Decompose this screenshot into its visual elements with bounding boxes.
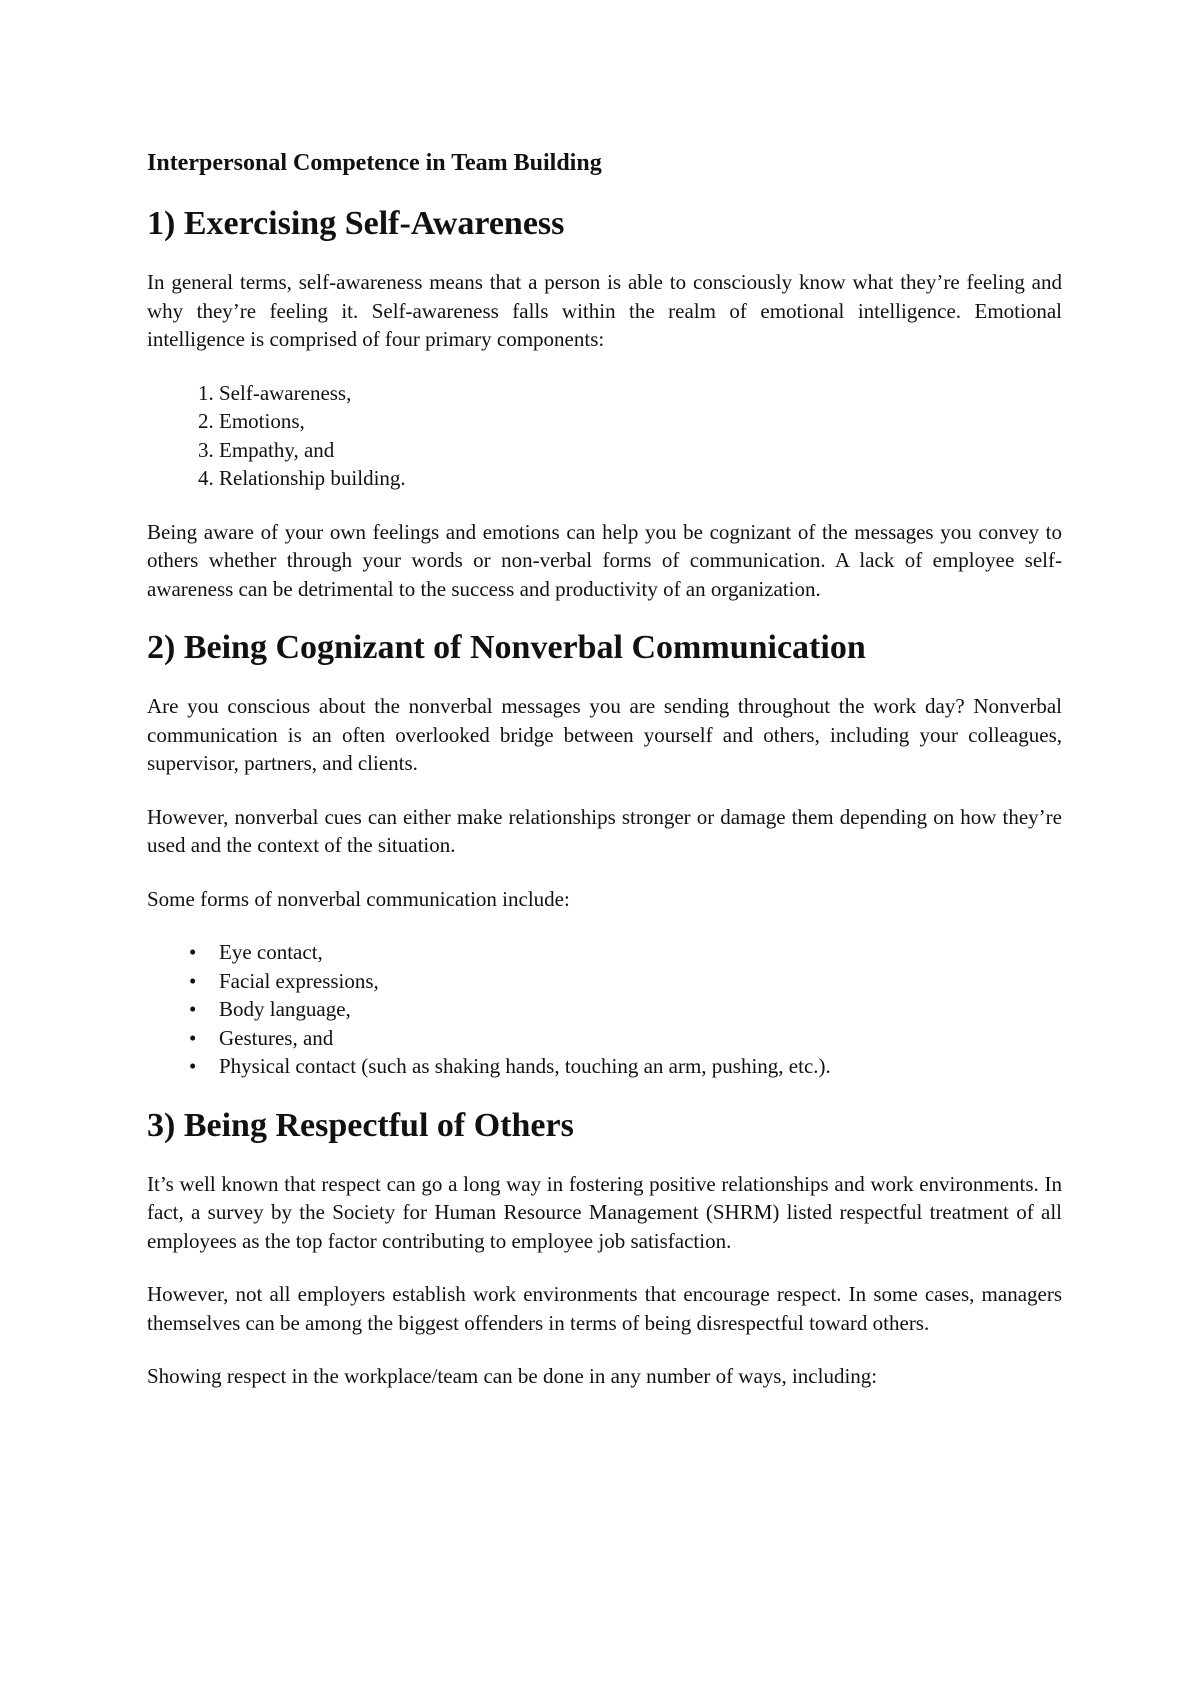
list-item-text: Physical contact (such as shaking hands, touching an arm, pushing, etc.). [219,1054,831,1078]
paragraph-nonverbal-1: Are you conscious about the nonverbal messages you are sending throughout the work day? Nonverbal communication is an often overlooked bridge between yourself and others, including your colleagues, supervisor, partners, and clients. [147,694,1062,775]
document-page [147,148,1062,1416]
list-item-text: Facial expressions, [219,968,379,993]
list-item [189,1024,1062,1053]
paragraph-self-awareness-intro: In general terms, self-awareness means that a person is able to consciously know what they’re feeling and why they’re feeling it. Self-awareness falls within the realm of emotional intelligence. Emotional intelligence is comprised of four primary components: [147,270,1062,351]
paragraph-respect-3: Showing respect in the workplace/team can be done in any number of ways, including: [147,1364,878,1388]
list-item [189,1052,1062,1081]
list-item: 3. Empathy, and [219,436,1062,465]
bullet-list-nonverbal-forms [147,938,1062,1081]
list-item [189,995,1062,1024]
paragraph-respect-2: However, not all employers establish work environments that encourage respect. In some cases, managers themselves can be among the biggest offenders in terms of being disrespectful toward others. [147,1282,1062,1335]
list-item-text: Body language, [219,997,351,1021]
list-item-text: Gestures, and [219,1025,334,1050]
section-heading-self-awareness: 1) Exercising Self-Awareness [147,205,565,242]
list-item: 2. Emotions, [219,407,1062,436]
bullet-glyph: • [189,1025,197,1050]
paragraph-respect-1: It’s well known that respect can go a long way in fostering positive relationships and work environments. In fact, a survey by the Society for Human Resource Management (SHRM) listed respectful treatment of all employees as the top factor contributing to employee job satisfaction. [147,1171,1062,1253]
list-item-text: Eye contact, [219,940,323,964]
bullet-glyph: • [189,1054,197,1078]
numbered-list-components [147,379,1062,493]
bullet-glyph: • [189,940,197,964]
list-item [189,938,1062,967]
section-heading-nonverbal: 2) Being Cognizant of Nonverbal Communication [147,629,866,666]
paragraph-nonverbal-3: Some forms of nonverbal communication include: [147,886,570,911]
document-title: Interpersonal Competence in Team Building [147,150,602,176]
section-heading-respect: 3) Being Respectful of Others [147,1106,574,1144]
list-item: 4. Relationship building. [219,464,1062,493]
paragraph-self-awareness-after: Being aware of your own feelings and emotions can help you be cognizant of the messages you convey to others whether through your words or non-verbal forms of communication. A lack of employee self-awareness can be detrimental to the success and productivity of an organization. [147,519,1062,601]
bullet-glyph: • [189,968,197,993]
bullet-glyph: • [189,997,197,1021]
paragraph-nonverbal-2: However, nonverbal cues can either make relationships stronger or damage them depending on how they’re used and the context of the situation. [147,804,1062,857]
list-item: 1. Self-awareness, [219,379,1062,408]
list-item [189,967,1062,996]
